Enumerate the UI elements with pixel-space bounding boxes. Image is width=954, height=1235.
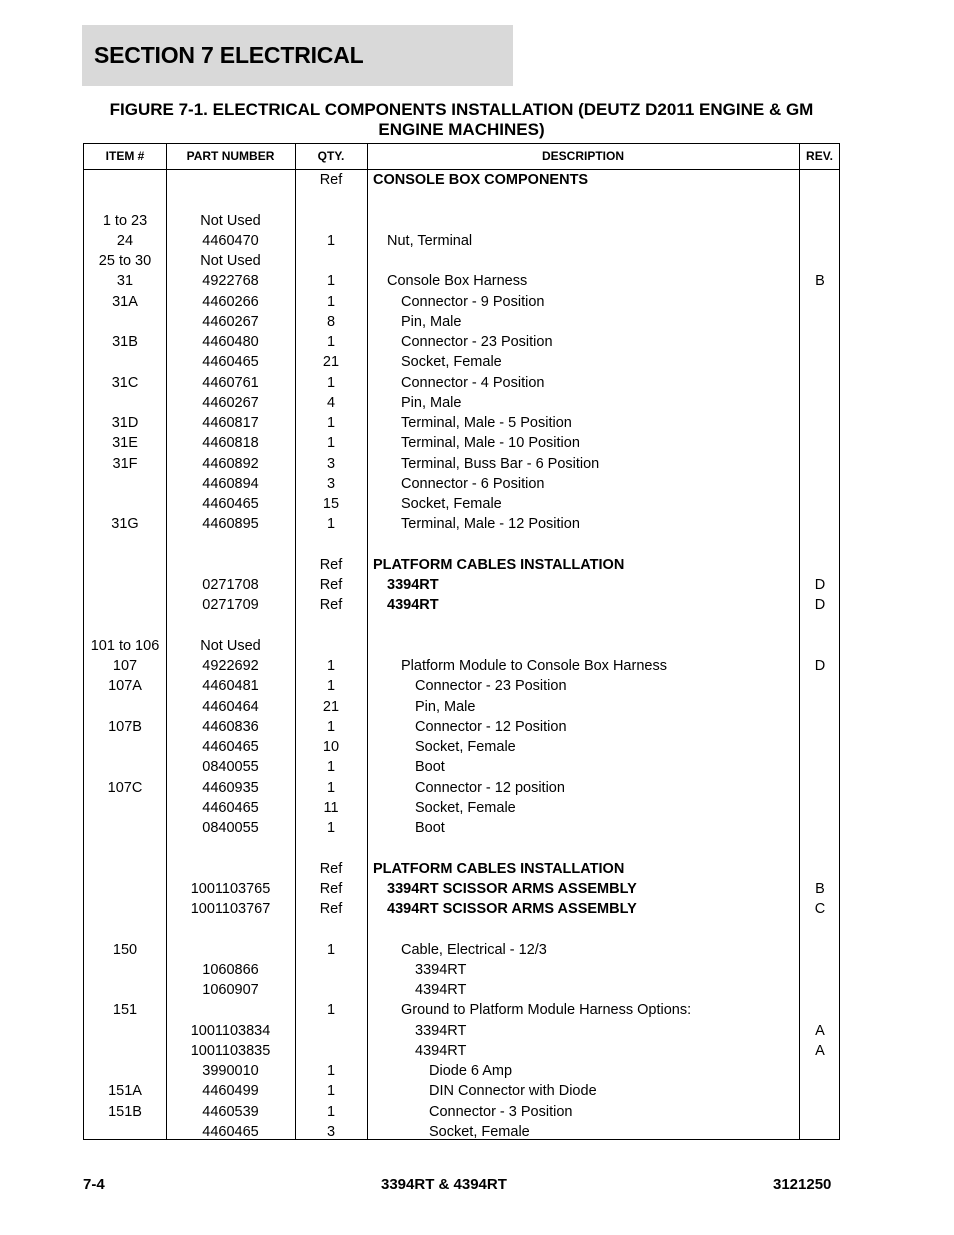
table-row [84, 616, 839, 636]
table-row [84, 454, 839, 474]
cell-part-number: 0271709 [202, 597, 259, 614]
cell-description: Socket, Female [429, 1123, 530, 1140]
figure-title [82, 100, 841, 140]
cell-item: 31F [112, 455, 138, 472]
cell-description: PLATFORM CABLES INSTALLATION [373, 556, 625, 573]
cell-qty: 4 [326, 394, 336, 411]
cell-qty: 1 [326, 273, 336, 290]
cell-qty: Ref [319, 880, 343, 897]
cell-part-number: 4460465 [202, 1123, 259, 1140]
cell-part-number: 4460935 [202, 779, 259, 796]
cell-qty: 1 [326, 435, 336, 452]
cell-part-number: 4460465 [202, 354, 259, 371]
cell-qty: 21 [322, 698, 340, 715]
cell-description: Pin, Male [401, 313, 462, 330]
cell-description: Boot [415, 820, 445, 836]
cell-part-number: 4460465 [202, 799, 259, 816]
table-row [84, 1081, 839, 1101]
cell-item: 24 [116, 232, 134, 249]
cell-qty: 11 [323, 799, 339, 816]
cell-description: Terminal, Male - 5 Position [401, 415, 572, 431]
cell-item: 107C [107, 779, 143, 796]
header-item: ITEM # [105, 149, 145, 163]
cell-description: CONSOLE BOX COMPONENTS [373, 172, 589, 188]
cell-item: 151 [112, 1002, 138, 1019]
table-row [84, 818, 839, 838]
table-row [84, 575, 839, 595]
cell-item: 31C [111, 374, 139, 391]
table-row [84, 960, 839, 980]
cell-description: Diode 6 Amp [429, 1063, 513, 1079]
cell-part-number: 4460761 [202, 374, 259, 391]
footer-page-number: 7-4 [83, 1176, 105, 1193]
table-row [84, 980, 839, 1000]
table-row [84, 757, 839, 777]
table-row [84, 859, 839, 879]
table-row [84, 170, 839, 190]
header-rev: REV. [806, 149, 833, 163]
cell-description: Connector - 9 Position [401, 293, 545, 310]
cell-qty: 1 [326, 779, 336, 796]
cell-description: Connector - 12 position [415, 779, 565, 796]
cell-qty: 3 [326, 1123, 336, 1140]
cell-description: 4394RT [415, 1042, 467, 1059]
cell-qty: Ref [319, 556, 343, 573]
table-row [84, 879, 839, 899]
cell-item: 107 [112, 658, 138, 674]
table-row [84, 292, 839, 312]
table-row [84, 352, 839, 372]
table-row [84, 676, 839, 696]
table-row [84, 798, 839, 818]
cell-description: Terminal, Buss Bar - 6 Position [401, 455, 600, 472]
cell-rev: D [814, 658, 826, 674]
cell-rev: B [815, 880, 825, 897]
cell-description: Terminal, Male - 12 Position [401, 516, 580, 533]
cell-description: Nut, Terminal [387, 232, 473, 249]
cell-qty: 3 [326, 455, 336, 472]
cell-qty: 1 [326, 415, 336, 431]
cell-part-number: 1060907 [202, 982, 259, 998]
cell-item: 151B [108, 1103, 142, 1120]
cell-qty: 1 [326, 374, 336, 391]
cell-part-number: 4460267 [202, 394, 259, 411]
cell-part-number: 3990010 [202, 1063, 259, 1079]
cell-description: Socket, Female [401, 496, 502, 512]
cell-part-number: 0840055 [202, 759, 259, 776]
cell-rev: A [815, 1022, 825, 1039]
cell-part-number: 4460817 [202, 415, 259, 431]
table-row [84, 413, 839, 433]
cell-description: 4394RT SCISSOR ARMS ASSEMBLY [387, 901, 637, 917]
table-row [84, 636, 839, 656]
cell-description: Ground to Platform Module Harness Options: [401, 1002, 692, 1019]
cell-qty: 10 [322, 739, 340, 755]
section-title: SECTION 7 ELECTRICAL [94, 42, 364, 68]
table-row [84, 393, 839, 413]
cell-rev: D [814, 597, 826, 614]
cell-description: 3394RT [415, 1022, 467, 1039]
cell-rev: D [814, 577, 826, 593]
cell-qty: 1 [326, 334, 336, 350]
cell-description: Console Box Harness [387, 273, 528, 290]
cell-part-number: 4460894 [202, 475, 259, 492]
cell-item: 31D [111, 415, 139, 431]
cell-part-number: 4460266 [202, 293, 259, 310]
table-row [84, 494, 839, 514]
header-description: DESCRIPTION [541, 149, 624, 163]
cell-item: 107B [108, 718, 142, 735]
cell-description: Cable, Electrical - 12/3 [401, 941, 547, 958]
cell-item: 31B [112, 334, 138, 350]
cell-item: 31E [112, 435, 138, 452]
cell-part-number: 1001103767 [190, 901, 271, 917]
cell-part-number: 4460480 [202, 334, 259, 350]
table-row [84, 373, 839, 393]
table-row [84, 1041, 839, 1061]
cell-part-number: Not Used [200, 253, 261, 269]
cell-part-number: 4460892 [202, 455, 259, 472]
table-row [84, 231, 839, 251]
cell-qty: 1 [326, 1063, 336, 1079]
header-part-number: PART NUMBER [186, 149, 275, 163]
table-row [84, 332, 839, 352]
cell-qty: 1 [326, 1002, 336, 1019]
cell-description: DIN Connector with Diode [429, 1083, 597, 1100]
cell-rev: B [815, 273, 825, 290]
table-row [84, 940, 839, 960]
cell-part-number: 4460470 [202, 232, 259, 249]
table-row [84, 838, 839, 858]
table-row [84, 555, 839, 575]
cell-qty: 1 [326, 941, 336, 958]
table-row [84, 737, 839, 757]
footer-doc-number: 3121250 [773, 1176, 832, 1193]
cell-qty: 21 [322, 354, 340, 371]
cell-qty: Ref [319, 172, 343, 188]
cell-rev: A [815, 1042, 825, 1059]
cell-description: Connector - 6 Position [401, 475, 545, 492]
cell-part-number: 4460465 [202, 739, 259, 755]
cell-part-number: 4460481 [202, 678, 259, 695]
cell-description: Connector - 4 Position [401, 374, 545, 391]
cell-item: 31G [111, 516, 139, 533]
table-row [84, 656, 839, 676]
cell-part-number: 4922692 [202, 658, 259, 674]
cell-description: Connector - 12 Position [415, 718, 567, 735]
cell-description: 3394RT SCISSOR ARMS ASSEMBLY [387, 880, 637, 897]
cell-qty: 1 [326, 293, 336, 310]
cell-description: Boot [415, 759, 445, 776]
cell-description: Socket, Female [401, 354, 502, 371]
table-body [84, 170, 839, 1142]
table-row [84, 778, 839, 798]
table-row [84, 1102, 839, 1122]
cell-qty: Ref [319, 577, 343, 593]
cell-description: Socket, Female [415, 799, 516, 816]
cell-qty: Ref [319, 597, 343, 614]
cell-qty: 8 [326, 313, 336, 330]
cell-description: Pin, Male [401, 394, 462, 411]
table-row [84, 1061, 839, 1081]
cell-part-number: 4460836 [202, 718, 259, 735]
cell-description: 4394RT [387, 597, 439, 614]
table-row [84, 211, 839, 231]
parts-table [83, 143, 840, 1140]
cell-description: Socket, Female [415, 739, 516, 755]
table-row [84, 595, 839, 615]
footer-models: 3394RT & 4394RT [381, 1176, 507, 1193]
table-row [84, 899, 839, 919]
cell-item: 107A [108, 678, 142, 695]
cell-description: 3394RT [387, 577, 439, 593]
cell-qty: 1 [326, 658, 336, 674]
cell-item: 1 to 23 [102, 212, 148, 229]
cell-part-number: 4460539 [202, 1103, 259, 1120]
cell-part-number: 4922768 [202, 273, 259, 290]
table-row [84, 1000, 839, 1020]
cell-part-number: 4460465 [202, 496, 259, 512]
table-row [84, 271, 839, 291]
cell-description: PLATFORM CABLES INSTALLATION [373, 860, 625, 877]
cell-part-number: 0840055 [202, 820, 259, 836]
cell-description: Connector - 3 Position [429, 1103, 573, 1120]
table-row [84, 474, 839, 494]
table-row [84, 190, 839, 210]
cell-qty: 1 [326, 1083, 336, 1100]
table-row [84, 251, 839, 271]
cell-part-number: 4460267 [202, 313, 259, 330]
cell-item: 25 to 30 [98, 253, 152, 269]
cell-part-number: 1001103835 [190, 1042, 271, 1059]
cell-part-number: 1001103834 [190, 1022, 271, 1039]
cell-part-number: Not Used [200, 212, 261, 229]
cell-qty: 1 [326, 516, 336, 533]
table-row [84, 312, 839, 332]
cell-description: Terminal, Male - 10 Position [401, 435, 580, 452]
cell-part-number: 1060866 [202, 961, 259, 978]
cell-qty: 3 [326, 475, 336, 492]
table-row [84, 919, 839, 939]
cell-item: 151A [108, 1083, 142, 1100]
cell-part-number: 1001103765 [190, 880, 271, 897]
cell-qty: Ref [319, 860, 343, 877]
cell-description: 3394RT [415, 961, 467, 978]
cell-part-number: 4460499 [202, 1083, 259, 1100]
cell-qty: 1 [326, 1103, 336, 1120]
figure-title-line-2: ENGINE MACHINES) [378, 120, 545, 139]
cell-part-number: 4460464 [202, 698, 259, 715]
cell-part-number: 4460818 [202, 435, 259, 452]
cell-part-number: 4460895 [202, 516, 259, 533]
table-row [84, 535, 839, 555]
cell-description: 4394RT [415, 982, 467, 998]
cell-rev: C [814, 901, 826, 917]
cell-item: 31 [116, 273, 134, 290]
cell-description: Platform Module to Console Box Harness [401, 658, 667, 674]
cell-description: Pin, Male [415, 698, 476, 715]
cell-qty: Ref [319, 901, 343, 917]
cell-description: Connector - 23 Position [401, 334, 553, 350]
table-row [84, 514, 839, 534]
cell-qty: 1 [326, 820, 336, 836]
cell-part-number: 0271708 [202, 577, 259, 593]
cell-item: 31A [112, 293, 138, 310]
cell-part-number: Not Used [200, 637, 261, 654]
cell-qty: 15 [322, 496, 340, 512]
cell-item: 150 [112, 941, 138, 958]
table-row [84, 1021, 839, 1041]
table-row [84, 433, 839, 453]
cell-qty: 1 [326, 718, 336, 735]
figure-title-line-1: FIGURE 7-1. ELECTRICAL COMPONENTS INSTALLATION (DEUTZ D2011 ENGINE & GM [109, 100, 814, 119]
cell-description: Connector - 23 Position [415, 678, 567, 695]
header-qty: QTY. [317, 149, 345, 163]
cell-qty: 1 [326, 232, 336, 249]
cell-qty: 1 [326, 759, 336, 776]
table-row [84, 697, 839, 717]
cell-qty: 1 [326, 678, 336, 695]
table-row [84, 717, 839, 737]
table-row [84, 1122, 839, 1142]
cell-item: 101 to 106 [90, 637, 160, 654]
